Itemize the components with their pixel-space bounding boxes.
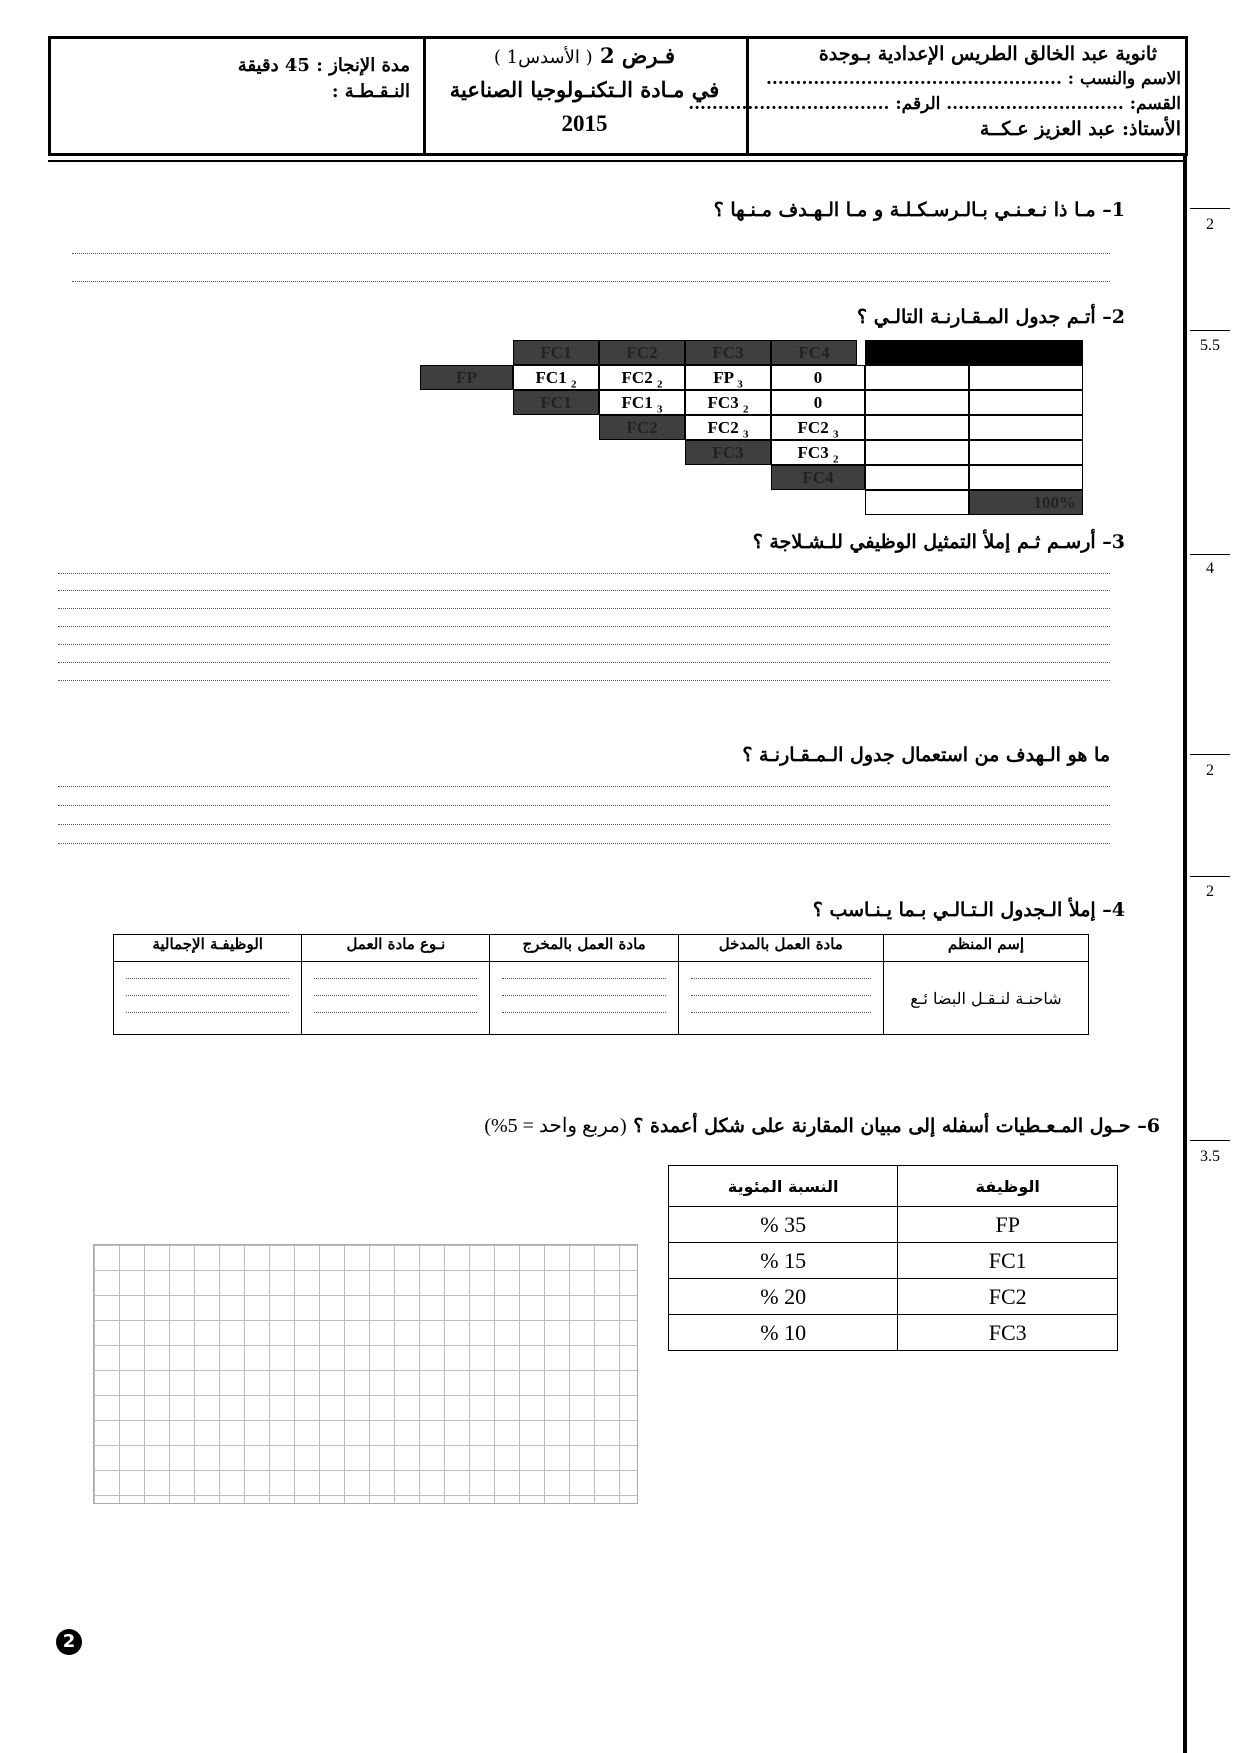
score-q3: 4	[1206, 560, 1214, 577]
question-3: 3– أرسـم ثـم إملأ التمثيل الوظيفي للـشـلاجة ؟	[752, 531, 1125, 553]
exam-title: فـرض 2	[599, 43, 676, 68]
grid-cell: FC3 $_2$	[771, 440, 865, 465]
grid-row-fc1: FC1	[513, 390, 599, 415]
percent-cell: 15 %	[669, 1243, 898, 1279]
answer-line[interactable]	[58, 590, 1110, 591]
graph-paper[interactable]	[93, 1244, 638, 1504]
teacher-name: الأستاذ: عبد العزيز عـكــة	[979, 118, 1181, 140]
question-4: 4– إملأ الـجدول الـتـالـي بـما يـنـاسب ؟	[812, 899, 1125, 921]
col-global-function: الوظيفـة الإجمالية	[114, 935, 302, 962]
score-q3b: 2	[1206, 762, 1214, 779]
duration-label: مدة الإنجاز :	[316, 55, 410, 76]
grid-row-fc3: FC3	[685, 440, 771, 465]
answer-line[interactable]	[58, 608, 1110, 609]
table-row	[114, 962, 1089, 1035]
answer-line[interactable]	[72, 253, 1110, 254]
grid-header-fc4: FC4	[771, 340, 857, 365]
score-rule	[1190, 330, 1230, 331]
score-rule	[1190, 208, 1230, 209]
exam-year: 2015	[561, 111, 608, 136]
question-6-text: 6– حـول المـعـطيات أسفله إلى مبيان المقارنة على شكل أعمدة ؟	[633, 1115, 1160, 1137]
grid-header-fc1: FC1	[513, 340, 599, 365]
exam-level: ( الأسدس1 )	[493, 47, 593, 68]
score-rule	[1190, 754, 1230, 755]
exam-header	[48, 36, 1188, 156]
grid-cell: FC1 $_3$	[599, 390, 685, 415]
grid-cell: FC2 $_2$	[599, 365, 685, 390]
grid-cell: 0	[771, 365, 865, 390]
class-number-field[interactable]: القسم: .............................. الرقم: ..................................	[688, 94, 1181, 114]
answer-line[interactable]	[58, 680, 1110, 681]
duration	[238, 55, 410, 76]
grid-input-cell[interactable]	[865, 440, 969, 465]
answer-line[interactable]	[58, 843, 1110, 844]
answer-line[interactable]	[58, 786, 1110, 787]
score-q4: 2	[1206, 883, 1214, 900]
grid-cell: FC2 $_3$	[685, 415, 771, 440]
function-cell: FC1	[898, 1243, 1118, 1279]
score-q2: 5.5	[1200, 337, 1220, 354]
grid-header-fc2: FC2	[599, 340, 685, 365]
answer-line[interactable]	[58, 662, 1110, 663]
question-2: 2– أتـم جدول المـقـارنـة التالـي ؟	[857, 306, 1125, 328]
grid-header-fc3: FC3	[685, 340, 771, 365]
score-rule	[1190, 1140, 1230, 1141]
function-cell: FP	[898, 1207, 1118, 1243]
grid-cell: FC2 $_3$	[771, 415, 865, 440]
grid-header-percent	[969, 340, 1083, 365]
grid-input-cell[interactable]	[865, 465, 969, 490]
question-1: 1– مـا ذا نـعـنـي بـالـرسـكـلـة و مـا الـهـدف مـنـها ؟	[713, 199, 1125, 221]
score-rule	[1190, 876, 1230, 877]
answer-cell[interactable]	[678, 962, 883, 1035]
percent-cell: 35 %	[669, 1207, 898, 1243]
table-header-row	[114, 935, 1089, 962]
grid-cell: FC1 $_2$	[513, 365, 599, 390]
grid-input-cell[interactable]	[969, 390, 1083, 415]
subject-name: في مـادة الـتكنـولوجيا الصناعية	[449, 77, 720, 102]
answer-line[interactable]	[58, 824, 1110, 825]
answer-cell[interactable]	[490, 962, 678, 1035]
grid-header-points	[865, 340, 969, 365]
percent-cell: 10 %	[669, 1315, 898, 1351]
col-function: الوظيفة	[898, 1166, 1118, 1207]
page-number: 2	[56, 1629, 82, 1655]
answer-line[interactable]	[58, 626, 1110, 627]
grid-cell: FC3 $_2$	[685, 390, 771, 415]
function-cell: FC3	[898, 1315, 1118, 1351]
score-q6: 3.5	[1200, 1148, 1220, 1165]
table-row	[669, 1279, 1118, 1315]
question-6	[484, 1113, 1160, 1138]
grid-input-cell[interactable]	[865, 415, 969, 440]
col-output-material: مادة العمل بالمخرج	[490, 935, 678, 962]
grid-input-cell[interactable]	[969, 465, 1083, 490]
student-name-field[interactable]: الاسم والنسب : ..................................................	[765, 69, 1181, 89]
table-row	[669, 1243, 1118, 1279]
percentage-table	[668, 1165, 1118, 1351]
school-name: ثانوية عبد الخالق الطريس الإعدادية بـوجدة	[818, 43, 1157, 65]
grid-row-fc4: FC4	[771, 465, 865, 490]
question-6-note: (مربع واحد = 5%)	[484, 1115, 627, 1137]
grid-row-fp: FP	[420, 365, 513, 390]
col-input-material: مادة العمل بالمدخل	[678, 935, 883, 962]
answer-line[interactable]	[72, 281, 1110, 282]
question-3b: ما هو الـهدف من استعمال جدول الـمـقـارنـة ؟	[742, 744, 1110, 766]
function-cell: FC2	[898, 1279, 1118, 1315]
percent-cell: 20 %	[669, 1279, 898, 1315]
margin-border	[1183, 156, 1187, 1753]
header-rule	[48, 160, 1187, 162]
table-header-row	[669, 1166, 1118, 1207]
grid-total-percent: 100%	[969, 490, 1083, 515]
grid-input-cell[interactable]	[969, 365, 1083, 390]
grid-input-cell[interactable]	[969, 415, 1083, 440]
grid-input-cell[interactable]	[865, 365, 969, 390]
grade-label: النـقـطـة :	[331, 81, 410, 102]
grid-total-points[interactable]	[865, 490, 969, 515]
col-organizer-name: إسم المنظم	[883, 935, 1088, 962]
answer-line[interactable]	[58, 573, 1110, 574]
answer-cell[interactable]	[114, 962, 302, 1035]
table-row	[669, 1315, 1118, 1351]
organizer-table	[113, 934, 1089, 1035]
exam-title-line	[423, 43, 746, 68]
grid-row-fc2: FC2	[599, 415, 685, 440]
grid-input-cell[interactable]	[969, 440, 1083, 465]
score-rule	[1190, 554, 1230, 555]
answer-line[interactable]	[58, 805, 1110, 806]
answer-line[interactable]	[58, 644, 1110, 645]
table-row	[669, 1207, 1118, 1243]
score-q1: 2	[1206, 216, 1214, 233]
grid-cell: 0	[771, 390, 865, 415]
duration-value: 45 دقيقة	[237, 55, 310, 76]
col-percentage: النسبة المئوية	[669, 1166, 898, 1207]
answer-cell[interactable]	[302, 962, 490, 1035]
grid-cell: FP $_3$	[685, 365, 771, 390]
grid-input-cell[interactable]	[865, 390, 969, 415]
organizer-name-cell: شاحنـة لنـقـل البضا ئـع	[883, 962, 1088, 1035]
col-material-type: نـوع مادة العمل	[302, 935, 490, 962]
